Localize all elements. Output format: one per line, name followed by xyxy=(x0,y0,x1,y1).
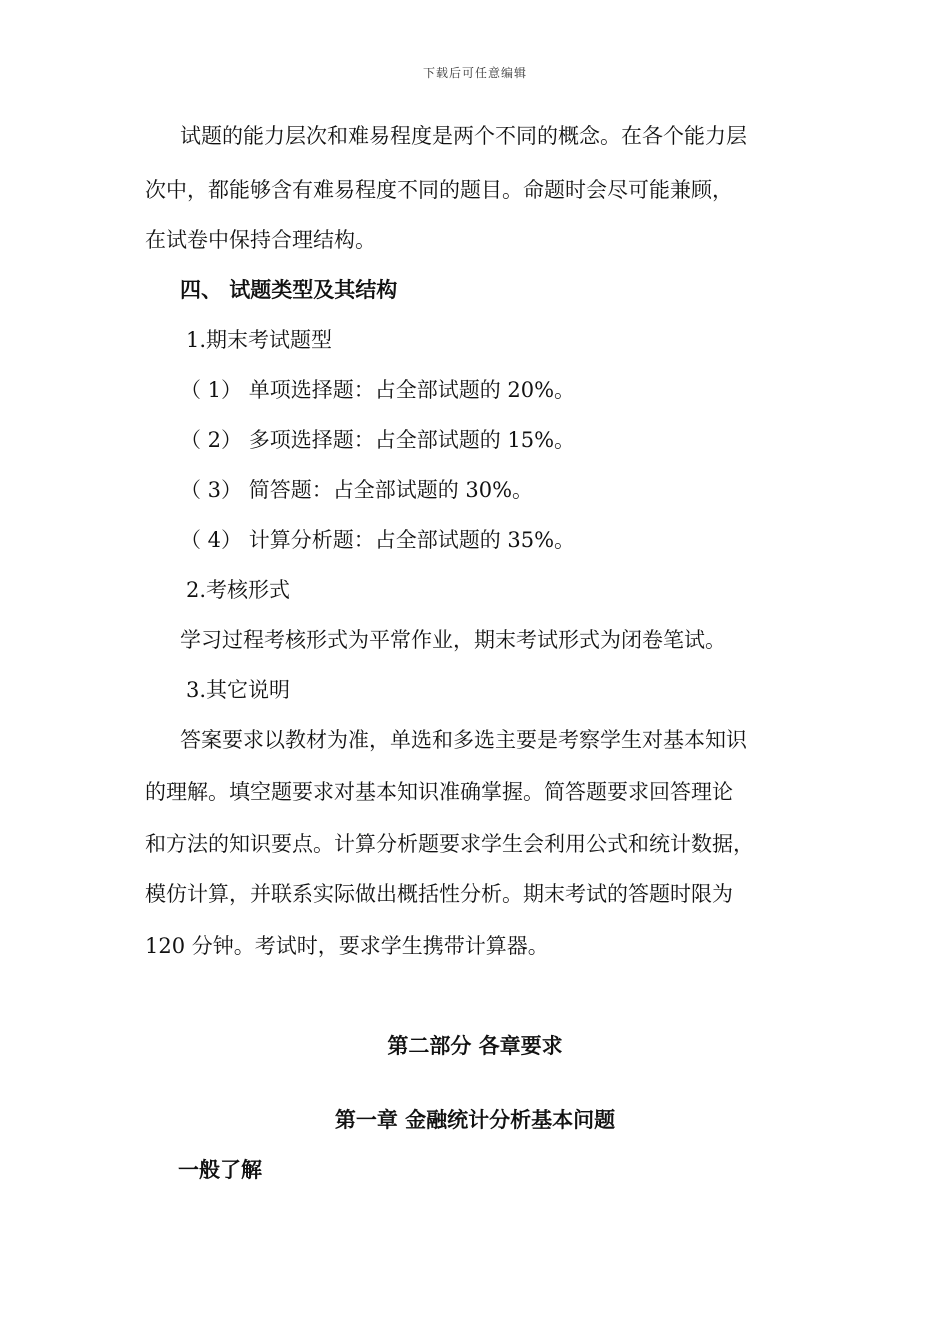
list-item: （ 1） 单项选择题：占全部试题的 20%。 xyxy=(180,378,576,402)
notes-line: 的理解。填空题要求对基本知识准确掌握。简答题要求回答理论 xyxy=(145,780,733,804)
chapter-subheading: 一般了解 xyxy=(178,1158,262,1182)
notes-line: 答案要求以教材为准，单选和多选主要是考察学生对基本知识 xyxy=(180,728,747,752)
list-item: （ 4） 计算分析题：占全部试题的 35%。 xyxy=(180,528,576,552)
notes-line: 和方法的知识要点。计算分析题要求学生会利用公式和统计数据， xyxy=(145,832,754,856)
list-item: （ 3） 简答题：占全部试题的 30%。 xyxy=(180,478,534,502)
subsection-title-2: 2.考核形式 xyxy=(186,578,291,602)
page-header: 下载后可任意编辑 xyxy=(422,66,527,80)
notes-line: 120 分钟。考试时，要求学生携带计算器。 xyxy=(145,934,549,958)
section-heading: 四、 试题类型及其结构 xyxy=(180,278,398,302)
part-title: 第二部分 各章要求 xyxy=(387,1034,563,1058)
notes-line: 模仿计算，并联系实际做出概括性分析。期末考试的答题时限为 xyxy=(145,882,733,906)
intro-line-1: 试题的能力层次和难易程度是两个不同的概念。在各个能力层 xyxy=(180,124,747,148)
subsection-title-1: 1.期末考试题型 xyxy=(186,328,333,352)
subsection-title-3: 3.其它说明 xyxy=(186,678,291,702)
list-item: （ 2） 多项选择题：占全部试题的 15%。 xyxy=(180,428,576,452)
assessment-text: 学习过程考核形式为平常作业，期末考试形式为闭卷笔试。 xyxy=(180,628,726,652)
chapter-title: 第一章 金融统计分析基本问题 xyxy=(334,1108,616,1132)
intro-line-3: 在试卷中保持合理结构。 xyxy=(145,228,376,252)
intro-line-2: 次中，都能够含有难易程度不同的题目。命题时会尽可能兼顾， xyxy=(145,178,733,202)
